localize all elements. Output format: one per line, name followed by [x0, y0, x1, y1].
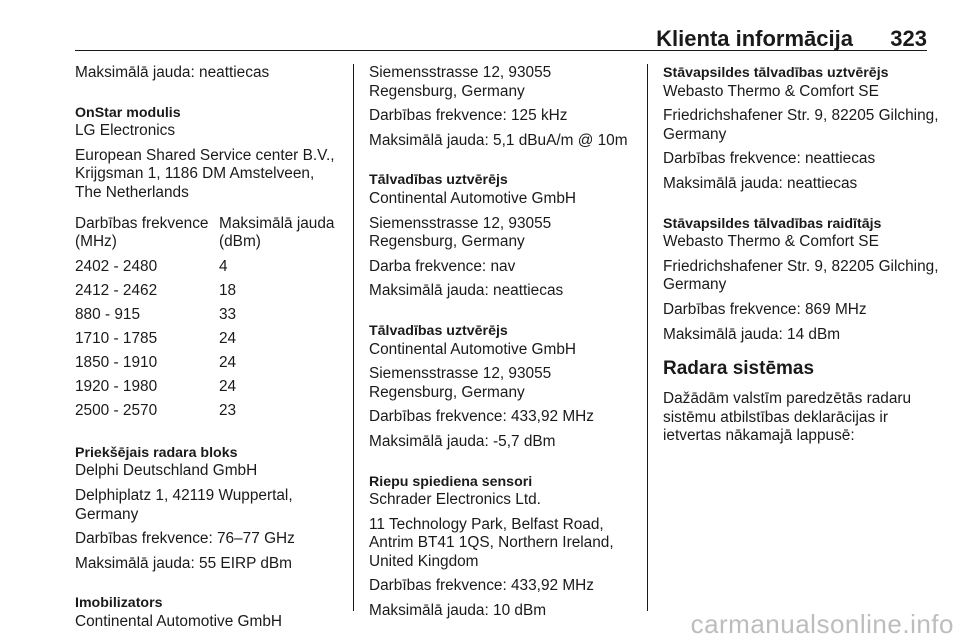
- table-row: [75, 282, 337, 306]
- front-radar-section: [75, 444, 337, 574]
- power-cell: 24: [219, 377, 237, 395]
- table-row: [75, 258, 337, 282]
- power-cell: 4: [219, 257, 228, 275]
- company-name: LG Electronics: [75, 122, 176, 140]
- column-3: [663, 64, 943, 452]
- frequency-text: Darbības frekvence: 125 kHz: [369, 107, 568, 125]
- frequency-text: Darbības frekvence: neattiecas: [663, 150, 876, 168]
- page-title: Klienta informācija: [656, 26, 853, 51]
- company-address: Siemensstrasse 12, 93055 Regensburg, Germany: [369, 365, 552, 401]
- company-name: Continental Automotive GmbH: [369, 340, 577, 358]
- frequency-text: Darbības frekvence: 76–77 GHz: [75, 530, 295, 548]
- table-row: [75, 354, 337, 378]
- power-cell: 24: [219, 353, 237, 371]
- page-number: 323: [890, 26, 927, 51]
- company-address: European Shared Service center B.V., Krijgsman 1, 1186 DM Amstelveen, The Netherlands: [75, 146, 335, 201]
- column-header-power: Maksimālā jauda (dBm): [219, 214, 335, 251]
- tire-pressure-sensor-section: [369, 473, 639, 621]
- company-name: Webasto Thermo & Comfort SE: [663, 82, 879, 100]
- power-text: Maksimālā jauda: neattiecas: [369, 282, 564, 300]
- company-address: 11 Technology Park, Belfast Road, Antrim BT41 1QS, Northern Ireland, United Kingdom: [369, 515, 614, 570]
- section-heading: Imobilizators: [75, 595, 163, 612]
- power-text: Maksimālā jauda: 10 dBm: [369, 602, 547, 620]
- power-text: Maksimālā jauda: -5,7 dBm: [369, 432, 556, 450]
- power-text: Maksimālā jauda: neattiecas: [663, 174, 858, 192]
- frequency-cell: 2402 - 2480: [75, 257, 158, 275]
- table-row: [75, 306, 337, 330]
- table-row: [75, 402, 337, 426]
- company-address: Delphiplatz 1, 42119 Wuppertal, Germany: [75, 486, 293, 523]
- frequency-power-table: [75, 215, 337, 426]
- column-divider: [647, 64, 648, 611]
- frequency-cell: 1850 - 1910: [75, 353, 158, 371]
- section-heading: Stāvapsildes tālvadības raidītājs: [663, 215, 882, 232]
- table-header-row: [75, 215, 337, 258]
- power-cell: 33: [219, 305, 237, 323]
- company-name: Continental Automotive GmbH: [75, 612, 283, 630]
- frequency-cell: 2500 - 2570: [75, 401, 158, 419]
- section-heading: Tālvadības uztvērējs: [369, 322, 508, 339]
- frequency-cell: 1710 - 1785: [75, 329, 158, 347]
- column-1: [75, 64, 337, 638]
- company-address: Siemensstrasse 12, 93055 Regensburg, Germany: [369, 214, 552, 251]
- table-row: [75, 378, 337, 402]
- section-heading: Priekšējais radara bloks: [75, 444, 238, 461]
- power-text: Maksimālā jauda: 5,1 dBuA/m @ 10m: [369, 131, 628, 149]
- frequency-cell: 880 - 915: [75, 305, 141, 323]
- section-heading: Stāvapsildes tālvadības uztvērējs: [663, 65, 889, 81]
- max-power-text: Maksimālā jauda: neattiecas: [75, 64, 270, 81]
- heater-receiver-section: [663, 64, 943, 194]
- section-heading: Riepu spiediena sensori: [369, 473, 533, 490]
- frequency-text: Darbības frekvence: 433,92 MHz: [369, 408, 594, 426]
- immobilizer-section: [75, 594, 337, 631]
- company-name: Schrader Electronics Ltd.: [369, 491, 541, 509]
- column-2: [369, 64, 639, 627]
- frequency-cell: 2412 - 2462: [75, 281, 158, 299]
- company-name: Delphi Deutschland GmbH: [75, 462, 258, 480]
- body-text: Dažādām valstīm paredzētās radaru sistēmu atbilstības deklarācijas ir ietvertas nākamajā lappusē:: [663, 390, 912, 445]
- remote-receiver-section: [369, 322, 639, 452]
- section-title: Radara sistēmas: [663, 358, 815, 380]
- column-header-frequency: Darbības frekvence (MHz): [75, 214, 209, 251]
- power-text: Maksimālā jauda: 14 dBm: [663, 325, 841, 343]
- column-divider: [353, 64, 354, 611]
- section-heading: OnStar modulis: [75, 104, 181, 121]
- power-text: Maksimālā jauda: 55 EIRP dBm: [75, 554, 292, 572]
- header-rule: [75, 50, 927, 51]
- radar-systems-section: [663, 358, 943, 446]
- frequency-text: Darbības frekvence: 433,92 MHz: [369, 577, 594, 595]
- frequency-text: Darbības frekvence: 869 MHz: [663, 300, 867, 318]
- company-address: Friedrichshafener Str. 9, 82205 Gilching, Germany: [663, 107, 939, 143]
- remote-receiver-section: [369, 171, 639, 301]
- company-name: Webasto Thermo & Comfort SE: [663, 233, 879, 251]
- company-name: Continental Automotive GmbH: [369, 189, 577, 207]
- frequency-text: Darba frekvence: nav: [369, 257, 516, 275]
- table-row: [75, 330, 337, 354]
- onstar-section: [75, 104, 337, 203]
- company-address: Siemensstrasse 12, 93055 Regensburg, Germany: [369, 64, 552, 100]
- section-heading: Tālvadības uztvērējs: [369, 172, 508, 189]
- frequency-cell: 1920 - 1980: [75, 377, 158, 395]
- page-header: [75, 26, 927, 56]
- power-cell: 24: [219, 329, 237, 347]
- company-address: Friedrichshafener Str. 9, 82205 Gilching, Germany: [663, 257, 939, 294]
- heater-transmitter-section: [663, 215, 943, 345]
- power-cell: 18: [219, 281, 237, 299]
- watermark-text: carmanualsonline.info: [690, 609, 954, 639]
- power-cell: 23: [219, 401, 237, 419]
